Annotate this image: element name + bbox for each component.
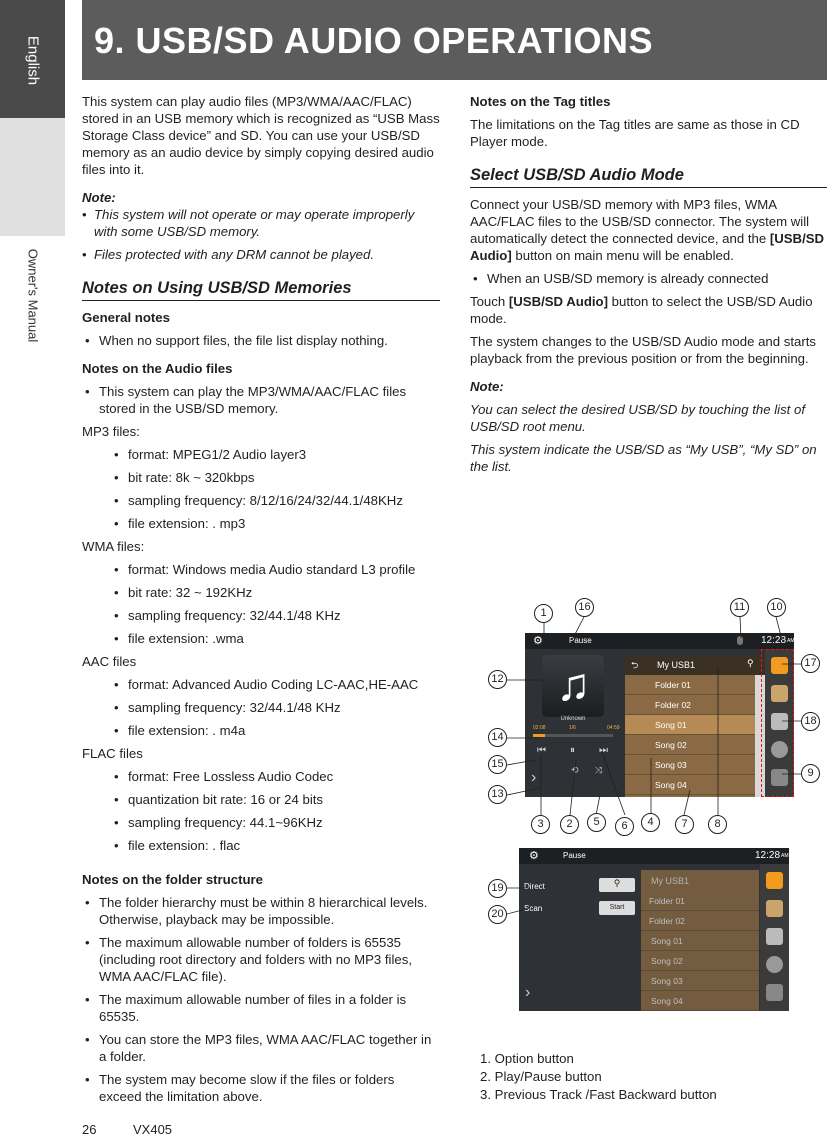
page-title: 9. USB/SD AUDIO OPERATIONS xyxy=(94,20,654,61)
callout-20: 20 xyxy=(488,905,507,924)
folder-note-item: • The system may become slow if the files or folders exceed the limitation above. xyxy=(82,1071,440,1105)
callout-8: 8 xyxy=(708,815,727,834)
intro-text: This system can play audio files (MP3/WMA/AAC/FLAC) stored in an USB memory which is recognized as “USB Mass Storage Class device” and SD. You can use your USB/SD memory as an audio device by simply copying desired audio files into it. xyxy=(82,94,440,177)
list-item[interactable]: Song 02 xyxy=(641,951,759,971)
aac-item: • format: Advanced Audio Coding LC-AAC,HE-AAC xyxy=(82,676,440,693)
flac-item: • sampling frequency: 44.1~96KHz xyxy=(82,814,440,831)
note-text: You can select the desired USB/SD by touching the list of USB/SD root menu. xyxy=(470,402,806,434)
flac-item: • file extension: . flac xyxy=(82,837,440,854)
music-note-icon: ♫ xyxy=(556,658,591,710)
callout-12: 12 xyxy=(488,670,507,689)
note-label: Note: xyxy=(82,190,116,205)
flac-item: • format: Free Lossless Audio Codec xyxy=(82,768,440,785)
time-elapsed: 02:08 xyxy=(533,725,546,731)
list-item[interactable]: Folder 02 xyxy=(641,911,759,931)
list-item[interactable]: Song 04 xyxy=(641,991,759,1011)
audio-notes-title: Notes on the Audio files xyxy=(82,361,233,376)
folder-note-item: • The maximum allowable number of files in a folder is 65535. xyxy=(82,991,440,1025)
search-icon[interactable]: ⚲ xyxy=(747,658,754,668)
chevron-right-icon[interactable]: › xyxy=(531,769,537,786)
list-item[interactable]: Song 03 xyxy=(641,971,759,991)
list-title: My USB1 xyxy=(657,660,696,670)
mp3-label: MP3 files: xyxy=(82,424,140,439)
mp3-item: • sampling frequency: 8/12/16/24/32/44.1/48KHz xyxy=(82,492,440,509)
owners-manual-label: Owner's Manual xyxy=(25,248,41,343)
track-unknown: Unknown xyxy=(560,716,586,722)
section-title-select-mode: Select USB/SD Audio Mode xyxy=(470,167,827,188)
general-note-item: • When no support files, the file list display nothing. xyxy=(82,332,440,349)
list-item[interactable]: Song 01 xyxy=(625,715,765,735)
aac-item: • sampling frequency: 32/44.1/48 KHz xyxy=(82,699,440,716)
wma-item: • sampling frequency: 32/44.1/48 KHz xyxy=(82,607,440,624)
folder-note-item: • You can store the MP3 files, WMA AAC/FLAC together in a folder. xyxy=(82,1031,440,1065)
repeat-icon[interactable]: ⟲ xyxy=(571,765,579,775)
model-number: VX405 xyxy=(133,1122,173,1137)
mp3-item: • file extension: . mp3 xyxy=(82,515,440,532)
prev-track-icon[interactable]: ⏮ xyxy=(537,745,546,756)
shuffle-icon[interactable]: ⤨ xyxy=(595,765,603,775)
tag-notes-title: Notes on the Tag titles xyxy=(470,94,611,109)
general-notes-title: General notes xyxy=(82,310,170,325)
note-item: • This system will not operate or may operate improperly with some USB/SD memory. xyxy=(82,206,440,240)
am-label: AM xyxy=(787,638,794,644)
legend-item: 3. Previous Track /Fast Backward button xyxy=(480,1087,717,1102)
callout-14: 14 xyxy=(488,728,507,747)
folder-note-item: • The folder hierarchy must be within 8 hierarchical levels. Otherwise, playback may be impossible. xyxy=(82,894,440,928)
connect-paragraph: Connect your USB/SD memory with MP3 files, WMA AAC/FLAC files to the USB/SD connector. The system will automatically detect the connected device, and the [USB/SD Audio] button on main menu will be enabled. xyxy=(470,197,825,263)
list-item[interactable]: Song 01 xyxy=(641,931,759,951)
wma-label: WMA files: xyxy=(82,539,145,554)
wma-item: • file extension: .wma xyxy=(82,630,440,647)
play-pause-icon[interactable]: ⏸ xyxy=(570,745,575,756)
list-item[interactable]: Folder 01 xyxy=(625,675,765,695)
list-item[interactable]: Song 04 xyxy=(625,775,765,795)
callout-19: 19 xyxy=(488,879,507,898)
connected-bullet: • When an USB/SD memory is already connected xyxy=(470,270,827,287)
callout-1: 1 xyxy=(534,604,553,623)
gear-icon[interactable]: ⚙ xyxy=(533,635,543,647)
mp3-item: • bit rate: 8k ~ 320kbps xyxy=(82,469,440,486)
flac-item: • quantization bit rate: 16 or 24 bits xyxy=(82,791,440,808)
callout-9: 9 xyxy=(801,764,820,783)
callout-4: 4 xyxy=(641,813,660,832)
pause-label: Pause xyxy=(569,636,592,645)
wma-item: • format: Windows media Audio standard L3 profile xyxy=(82,561,440,578)
list-item[interactable]: Song 02 xyxy=(625,735,765,755)
next-track-icon[interactable]: ⏭ xyxy=(599,745,608,756)
callout-legend xyxy=(480,1050,717,1104)
page-number: 26 xyxy=(82,1122,97,1137)
callout-10: 10 xyxy=(767,598,786,617)
folder-notes-title: Notes on the folder structure xyxy=(82,872,263,887)
callout-6: 6 xyxy=(615,817,634,836)
touch-paragraph: Touch [USB/SD Audio] button to select the USB/SD Audio mode. xyxy=(470,294,813,326)
callout-18: 18 xyxy=(801,712,820,731)
chevron-right-icon[interactable]: › xyxy=(525,984,531,1001)
note-label: Note: xyxy=(470,379,504,394)
callout-16: 16 xyxy=(575,598,594,617)
flac-label: FLAC files xyxy=(82,746,143,761)
scan-label: Scan xyxy=(524,904,543,913)
section-title-usb-notes: Notes on Using USB/SD Memories xyxy=(82,280,440,301)
track-count: 1/6 xyxy=(569,725,576,731)
audio-note-item: • This system can play the MP3/WMA/AAC/FLAC files stored in the USB/SD memory. xyxy=(82,383,440,417)
callout-11: 11 xyxy=(730,598,749,617)
english-label: English xyxy=(24,35,42,86)
wma-item: • bit rate: 32 ~ 192KHz xyxy=(82,584,440,601)
search-button[interactable]: ⚲ xyxy=(599,878,635,892)
list-item[interactable]: Folder 01 xyxy=(641,891,759,911)
back-icon[interactable]: ⮌ xyxy=(631,660,639,670)
start-button[interactable]: Start xyxy=(599,901,635,915)
changes-paragraph: The system changes to the USB/SD Audio mode and starts playback from the previous position or from the beginning. xyxy=(470,334,816,366)
callout-5: 5 xyxy=(587,813,606,832)
gear-icon[interactable]: ⚙ xyxy=(529,850,539,862)
am-label: AM xyxy=(781,853,789,859)
legend-item: 2. Play/Pause button xyxy=(480,1069,602,1084)
pause-label: Pause xyxy=(563,851,586,860)
time-total: 04:59 xyxy=(607,725,620,731)
clock: 12:28 xyxy=(761,635,787,646)
list-title: My USB1 xyxy=(651,876,690,886)
callout-15: 15 xyxy=(488,755,507,774)
callout-17: 17 xyxy=(801,654,820,673)
folder-note-item: • The maximum allowable number of folders is 65535 (including root directory and folders with no MP3 files, WMA AAC/FLAC file). xyxy=(82,934,440,985)
mp3-item: • format: MPEG1/2 Audio layer3 xyxy=(82,446,440,463)
callout-3: 3 xyxy=(531,815,550,834)
legend-item: 1. Option button xyxy=(480,1051,574,1066)
direct-label: Direct xyxy=(524,882,545,891)
tag-notes-text: The limitations on the Tag titles are same as those in CD Player mode. xyxy=(470,117,800,149)
callout-7: 7 xyxy=(675,815,694,834)
note-item: • Files protected with any DRM cannot be played. xyxy=(82,246,440,263)
callout-13: 13 xyxy=(488,785,507,804)
clock: 12:28 xyxy=(755,850,781,861)
note-text: This system indicate the USB/SD as “My USB”, “My SD” on the list. xyxy=(470,442,817,474)
list-item[interactable]: Song 03 xyxy=(625,755,765,775)
aac-label: AAC files xyxy=(82,654,137,669)
aac-item: • file extension: . m4a xyxy=(82,722,440,739)
list-item[interactable]: Folder 02 xyxy=(625,695,765,715)
callout-2: 2 xyxy=(560,815,579,834)
